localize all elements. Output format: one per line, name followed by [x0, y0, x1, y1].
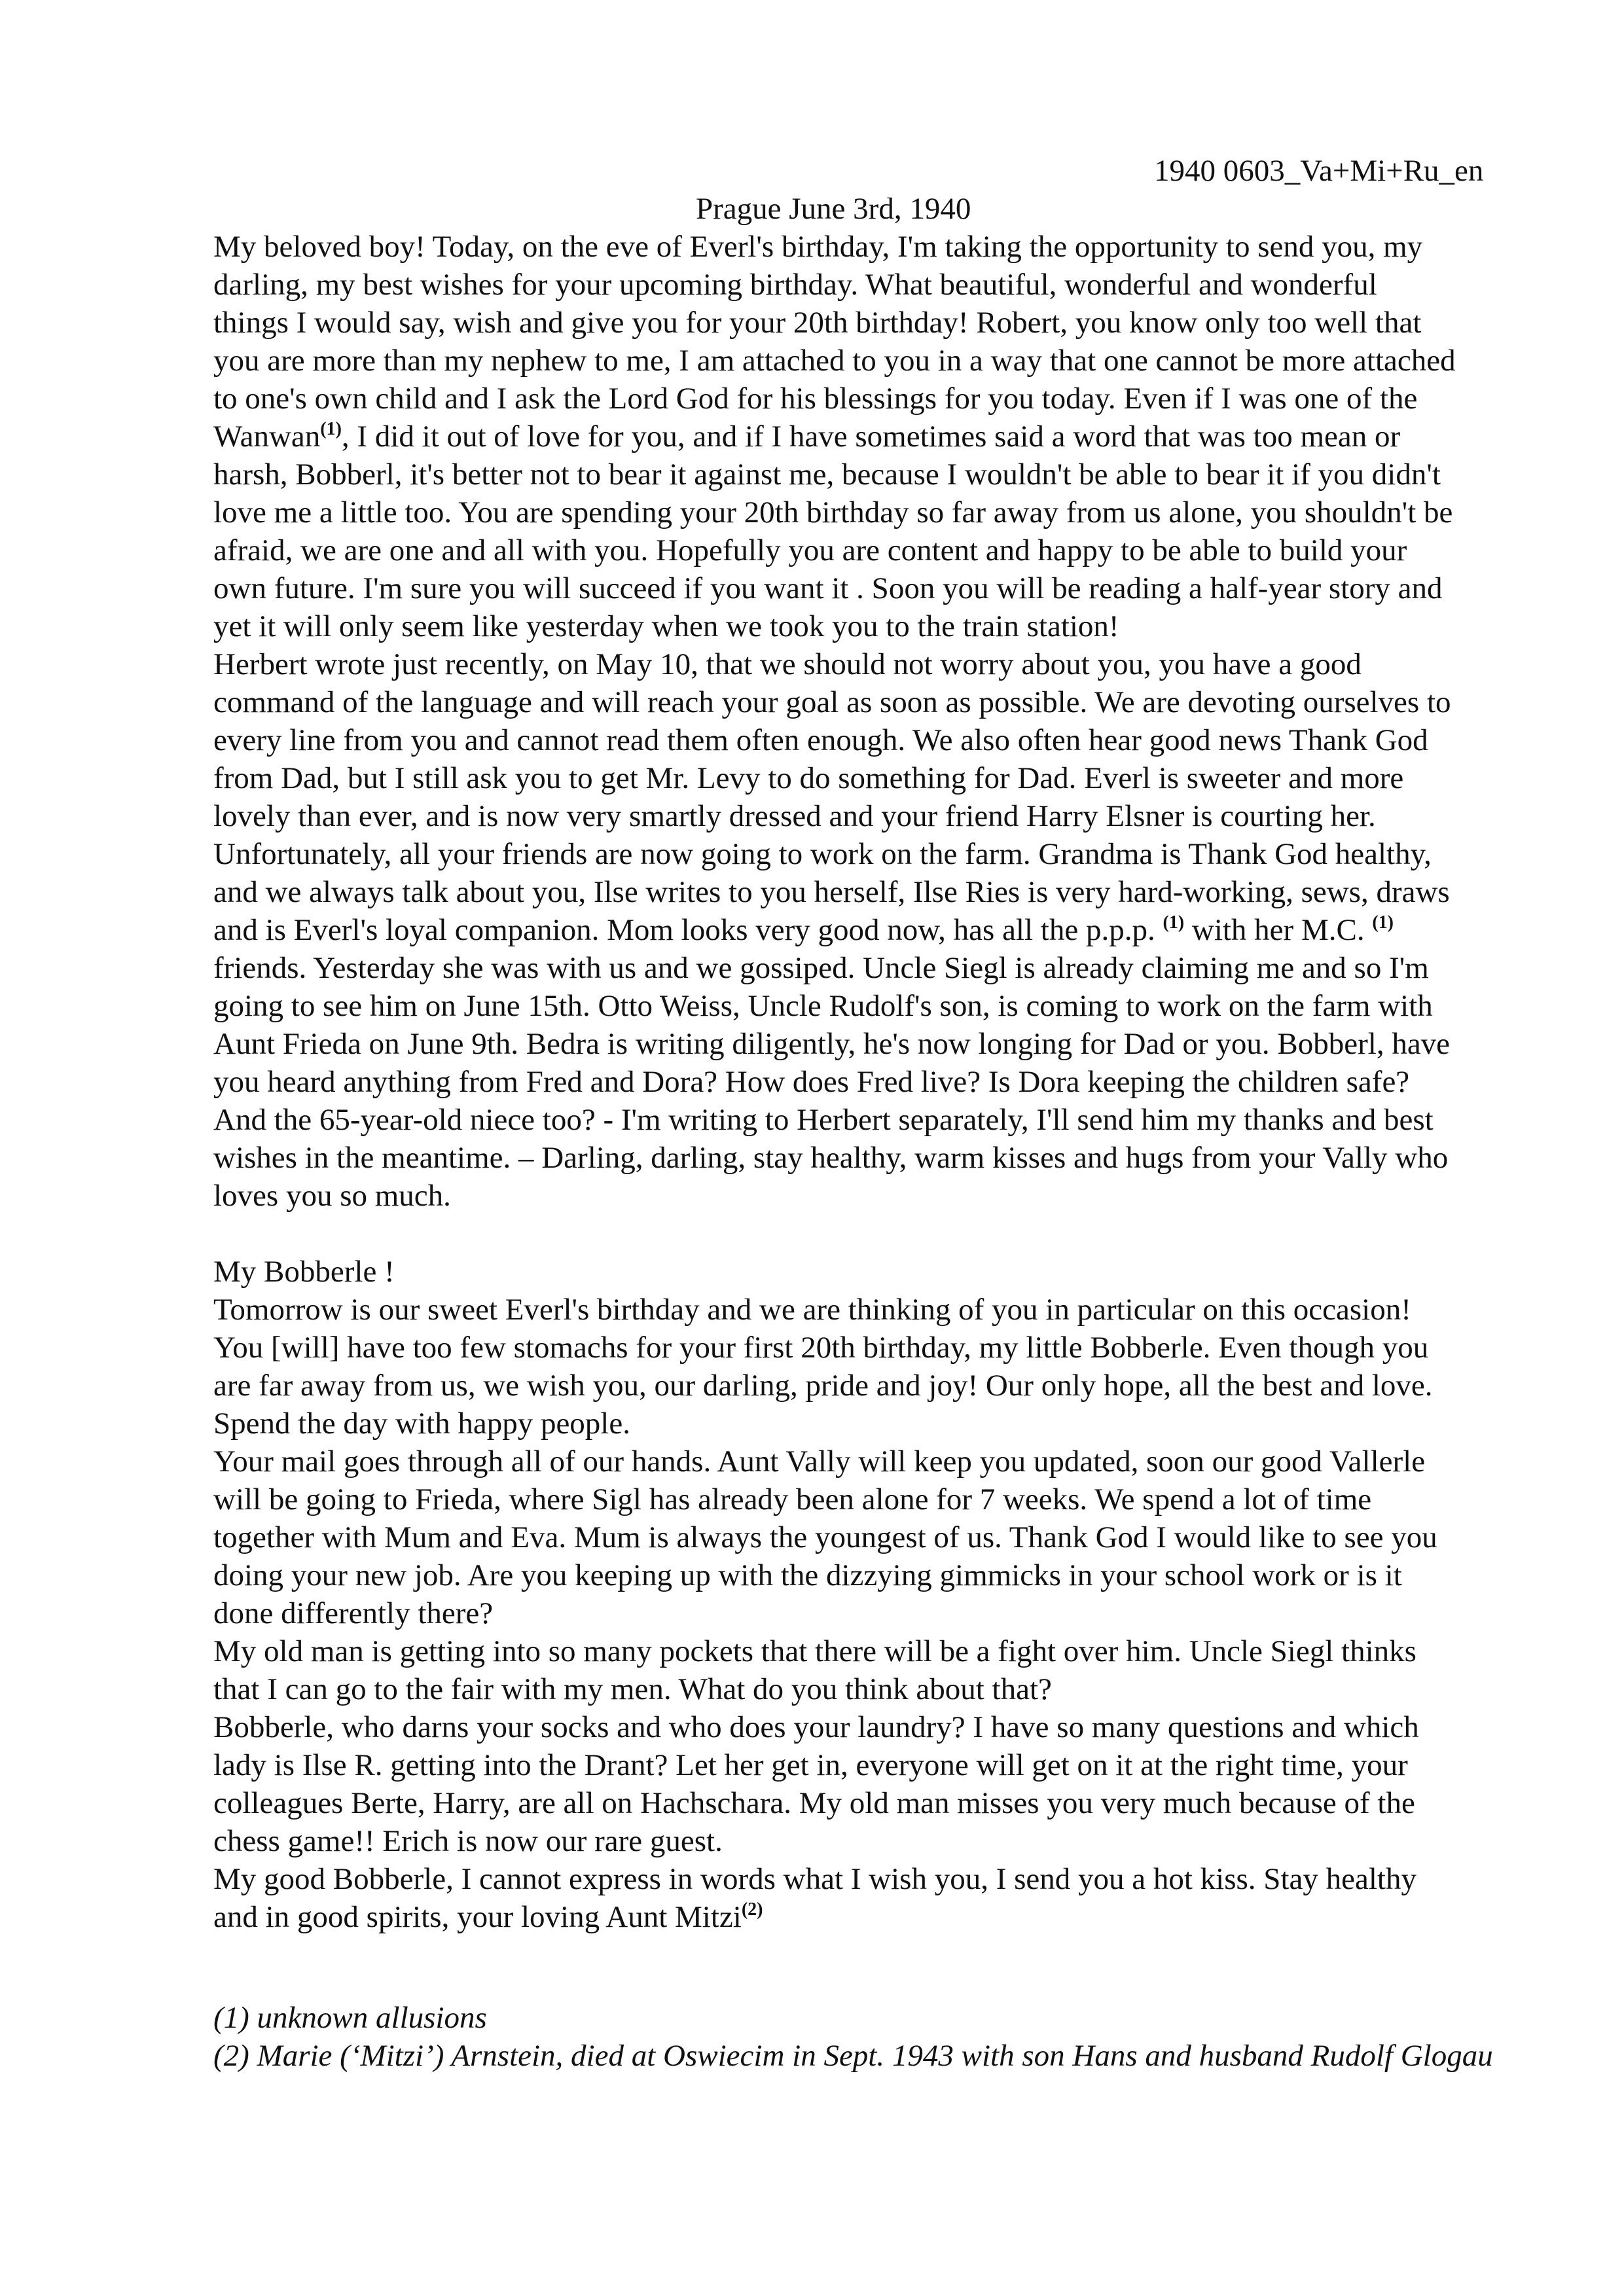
letter-body	[213, 228, 1529, 1936]
text-line: yet it will only seem like yesterday when we took you to the train station!	[213, 609, 1119, 643]
text-line-ppp	[213, 911, 1529, 949]
text-line: And the 65-year-old niece too? - I'm writing to Herbert separately, I'll send him my thanks and best	[213, 1103, 1434, 1137]
text-segment: and is Everl's loyal companion. Mom looks very good now, has all the p.p.p.	[213, 913, 1163, 947]
text-line: Aunt Frieda on June 9th. Bedra is writing diligently, he's now longing for Dad or you. Bobberl, have	[213, 1027, 1451, 1061]
text-line: every line from you and cannot read them often enough. We also often hear good news Thank God	[213, 723, 1428, 757]
text-line: and we always talk about you, Ilse writes to you herself, Ilse Ries is very hard-working, sews, draws	[213, 875, 1450, 909]
text-line-wanwan	[213, 418, 1529, 456]
text-line: My beloved boy! Today, on the eve of Everl's birthday, I'm taking the opportunity to send you, my	[213, 230, 1423, 264]
letter-vally	[213, 228, 1529, 1215]
text-line: you heard anything from Fred and Dora? How does Fred live? Is Dora keeping the children safe?	[213, 1065, 1410, 1099]
text-line: that I can go to the fair with my men. What do you think about that?	[213, 1672, 1052, 1706]
footnote-2: (2) Marie (‘Mitzi’) Arnstein, died at Oswiecim in Sept. 1943 with son Hans and husband Rudolf Glogau	[213, 2039, 1493, 2073]
text-line: to one's own child and I ask the Lord God for his blessings for you today. Even if I was one of the	[213, 382, 1418, 416]
footnote-1: (1) unknown allusions	[213, 2001, 487, 2035]
text-line: done differently there?	[213, 1596, 494, 1630]
text-segment: Wanwan	[213, 420, 321, 454]
text-line: Spend the day with happy people.	[213, 1407, 630, 1441]
document-id: 1940 0603_Va+Mi+Ru_en	[1154, 154, 1484, 188]
text-line: My good Bobberle, I cannot express in words what I wish you, I send you a hot kiss. Stay healthy	[213, 1862, 1416, 1896]
text-line: Tomorrow is our sweet Everl's birthday and we are thinking of you in particular on this occasion!	[213, 1293, 1411, 1327]
text-line: wishes in the meantime. – Darling, darling, stay healthy, warm kisses and hugs from your Vally who	[213, 1141, 1449, 1175]
text-line: My old man is getting into so many pockets that there will be a fight over him. Uncle Siegl thinks	[213, 1634, 1416, 1668]
letter-mitzi	[213, 1253, 1529, 1936]
text-line: going to see him on June 15th. Otto Weiss, Uncle Rudolf's son, is coming to work on the farm with	[213, 989, 1433, 1023]
text-line: Unfortunately, all your friends are now going to work on the farm. Grandma is Thank God healthy,	[213, 837, 1432, 871]
text-line: lady is Ilse R. getting into the Drant? Let her get in, everyone will get on it at the right time, your	[213, 1748, 1408, 1782]
text-line: are far away from us, we wish you, our darling, pride and joy! Our only hope, all the best and love.	[213, 1369, 1433, 1403]
dateline: Prague June 3rd, 1940	[696, 192, 971, 226]
text-line: Bobberle, who darns your socks and who does your laundry? I have so many questions and which	[213, 1710, 1419, 1744]
closing-line	[213, 1898, 1529, 1936]
text-line: from Dad, but I still ask you to get Mr. Levy to do something for Dad. Everl is sweeter and more	[213, 761, 1404, 795]
text-line: loves you so much.	[213, 1179, 451, 1213]
footnote-marker: (1)	[320, 419, 342, 439]
text-segment: and in good spirits, your loving Aunt Mitzi	[213, 1900, 742, 1934]
text-line: Your mail goes through all of our hands. Aunt Vally will keep you updated, soon our good Vallerle	[213, 1444, 1426, 1479]
text-line: colleagues Berte, Harry, are all on Hachschara. My old man misses you very much because of the	[213, 1786, 1415, 1820]
footnotes	[213, 1999, 1493, 2075]
footnote-marker: (2)	[741, 1899, 763, 1920]
text-segment: with her M.C.	[1184, 913, 1373, 947]
text-segment: , I did it out of love for you, and if I have sometimes said a word that was too mean or	[341, 420, 1401, 454]
text-line: command of the language and will reach your goal as soon as possible. We are devoting ourselves to	[213, 685, 1451, 719]
text-line: doing your new job. Are you keeping up with the dizzying gimmicks in your school work or is it	[213, 1558, 1402, 1592]
footnote-marker: (1)	[1372, 912, 1394, 933]
text-line: afraid, we are one and all with you. Hopefully you are content and happy to be able to build your	[213, 533, 1407, 567]
text-line: darling, my best wishes for your upcoming birthday. What beautiful, wonderful and wonderful	[213, 268, 1377, 302]
text-line: own future. I'm sure you will succeed if you want it . Soon you will be reading a half-year story and	[213, 571, 1443, 605]
text-line: You [will] have too few stomachs for your first 20th birthday, my little Bobberle. Even though you	[213, 1331, 1429, 1365]
text-line: love me a little too. You are spending your 20th birthday so far away from us alone, you shouldn't be	[213, 495, 1453, 529]
text-line: Herbert wrote just recently, on May 10, that we should not worry about you, you have a good	[213, 647, 1362, 681]
salutation: My Bobberle !	[213, 1255, 395, 1289]
text-line: things I would say, wish and give you for your 20th birthday! Robert, you know only too well that	[213, 306, 1422, 340]
text-line: friends. Yesterday she was with us and we gossiped. Uncle Siegl is already claiming me and so I'm	[213, 951, 1429, 985]
text-line: you are more than my nephew to me, I am attached to you in a way that one cannot be more attached	[213, 344, 1456, 378]
text-line: will be going to Frieda, where Sigl has already been alone for 7 weeks. We spend a lot of time	[213, 1482, 1372, 1516]
text-line: together with Mum and Eva. Mum is always the youngest of us. Thank God I would like to see you	[213, 1520, 1437, 1554]
paragraph-gap	[213, 1215, 1529, 1253]
text-line: chess game!! Erich is now our rare guest.	[213, 1824, 723, 1858]
footnote-marker: (1)	[1163, 912, 1185, 933]
text-line: lovely than ever, and is now very smartly dressed and your friend Harry Elsner is courting her.	[213, 799, 1376, 833]
text-line: harsh, Bobberl, it's better not to bear it against me, because I wouldn't be able to bear it if you didn't	[213, 457, 1441, 492]
